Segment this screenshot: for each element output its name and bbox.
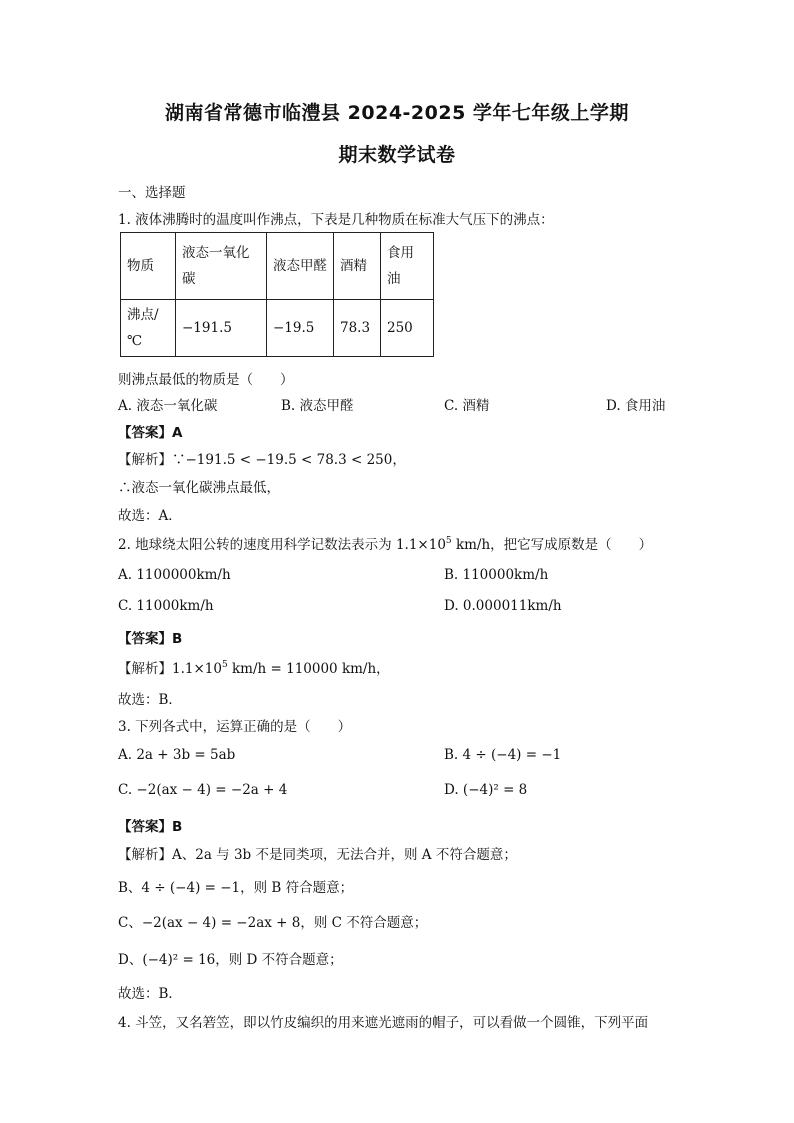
q2-choose: 故选：B． — [118, 692, 182, 708]
q1-option-a: A. 液态一氧化碳 — [118, 398, 218, 414]
q4-stem: 4. 斗笠，又名箬笠，即以竹皮编织的用来遮光遮雨的帽子，可以看做一个圆锥，下列平面 — [118, 1015, 649, 1031]
q1-choose: 故选：A． — [118, 508, 182, 524]
q3-option-d: D. (−4)² = 8 — [444, 782, 528, 798]
q3-analysis-2: B、4 ÷ (−4) = −1，则 B 符合题意； — [118, 880, 354, 896]
q3-stem: 3. 下列各式中，运算正确的是（ ） — [118, 719, 352, 735]
q1-option-d: D. 食用油 — [606, 398, 666, 414]
title-line-1: 湖南省常德市临澧县 2024-2025 学年七年级上学期 — [165, 102, 629, 124]
table-row — [121, 233, 434, 300]
q3-choose: 故选：B． — [118, 986, 182, 1002]
q2-option-c: C. 11000km/h — [118, 598, 214, 614]
q3-option-c: C. −2(ax − 4) = −2a + 4 — [118, 782, 288, 798]
q2-analysis-exponent: 5 — [221, 660, 228, 670]
table-header-cell: 液态甲醛 — [267, 233, 334, 300]
q1-stem: 1. 液体沸腾时的温度叫作沸点，下表是几种物质在标准大气压下的沸点： — [118, 212, 554, 228]
q2-stem-part-b: km/h，把它写成原数是（ ） — [451, 537, 653, 553]
q2-option-a: A. 1100000km/h — [118, 567, 231, 583]
q2-stem-part-a: 2. 地球绕太阳公转的速度用科学记数法表示为 1.1×10 — [118, 537, 446, 553]
q1-analysis-2: ∴液态一氧化碳沸点最低， — [118, 480, 280, 496]
q2-analysis-part-b: km/h = 110000 km/h， — [227, 661, 390, 677]
table-cell: −19.5 — [267, 300, 334, 357]
q1-question: 则沸点最低的物质是（ ） — [118, 372, 294, 388]
q2-stem — [118, 533, 652, 553]
q3-analysis-3: C、−2(ax − 4) = −2ax + 8，则 C 不符合题意； — [118, 915, 428, 931]
q2-analysis-part-a: 【解析】1.1×10 — [118, 661, 222, 677]
q3-option-b: B. 4 ÷ (−4) = −1 — [444, 747, 562, 763]
q3-analysis-1: 【解析】A、2a 与 3b 不是同类项，无法合并，则 A 不符合题意； — [118, 847, 517, 863]
q2-stem-exponent: 5 — [445, 536, 452, 546]
q3-analysis-4: D、(−4)² = 16，则 D 不符合题意； — [118, 952, 343, 968]
q3-option-a: A. 2a + 3b = 5ab — [118, 747, 236, 763]
table-cell: 250 — [381, 300, 434, 357]
q2-answer: 【答案】B — [118, 631, 183, 647]
section-heading: 一、选择题 — [118, 185, 186, 201]
boiling-point-table — [120, 232, 434, 357]
q1-option-c: C. 酒精 — [444, 398, 490, 414]
table-row — [121, 300, 434, 357]
q1-option-b: B. 液态甲醛 — [281, 398, 354, 414]
q2-option-d: D. 0.000011km/h — [444, 598, 562, 614]
table-row-label: 沸点/℃ — [121, 300, 176, 357]
table-header-cell: 液态一氧化碳 — [176, 233, 267, 300]
table-header-cell: 食用油 — [381, 233, 434, 300]
table-cell: −191.5 — [176, 300, 267, 357]
q1-analysis-1: 【解析】∵−191.5 < −19.5 < 78.3 < 250， — [118, 452, 406, 468]
q2-option-b: B. 110000km/h — [444, 567, 549, 583]
table-header-cell: 物质 — [121, 233, 176, 300]
q1-answer: 【答案】A — [118, 425, 183, 441]
title-line-2: 期末数学试卷 — [338, 144, 456, 166]
table-header-cell: 酒精 — [334, 233, 381, 300]
q2-analysis — [118, 657, 390, 677]
q3-answer: 【答案】B — [118, 819, 183, 835]
table-cell: 78.3 — [334, 300, 381, 357]
